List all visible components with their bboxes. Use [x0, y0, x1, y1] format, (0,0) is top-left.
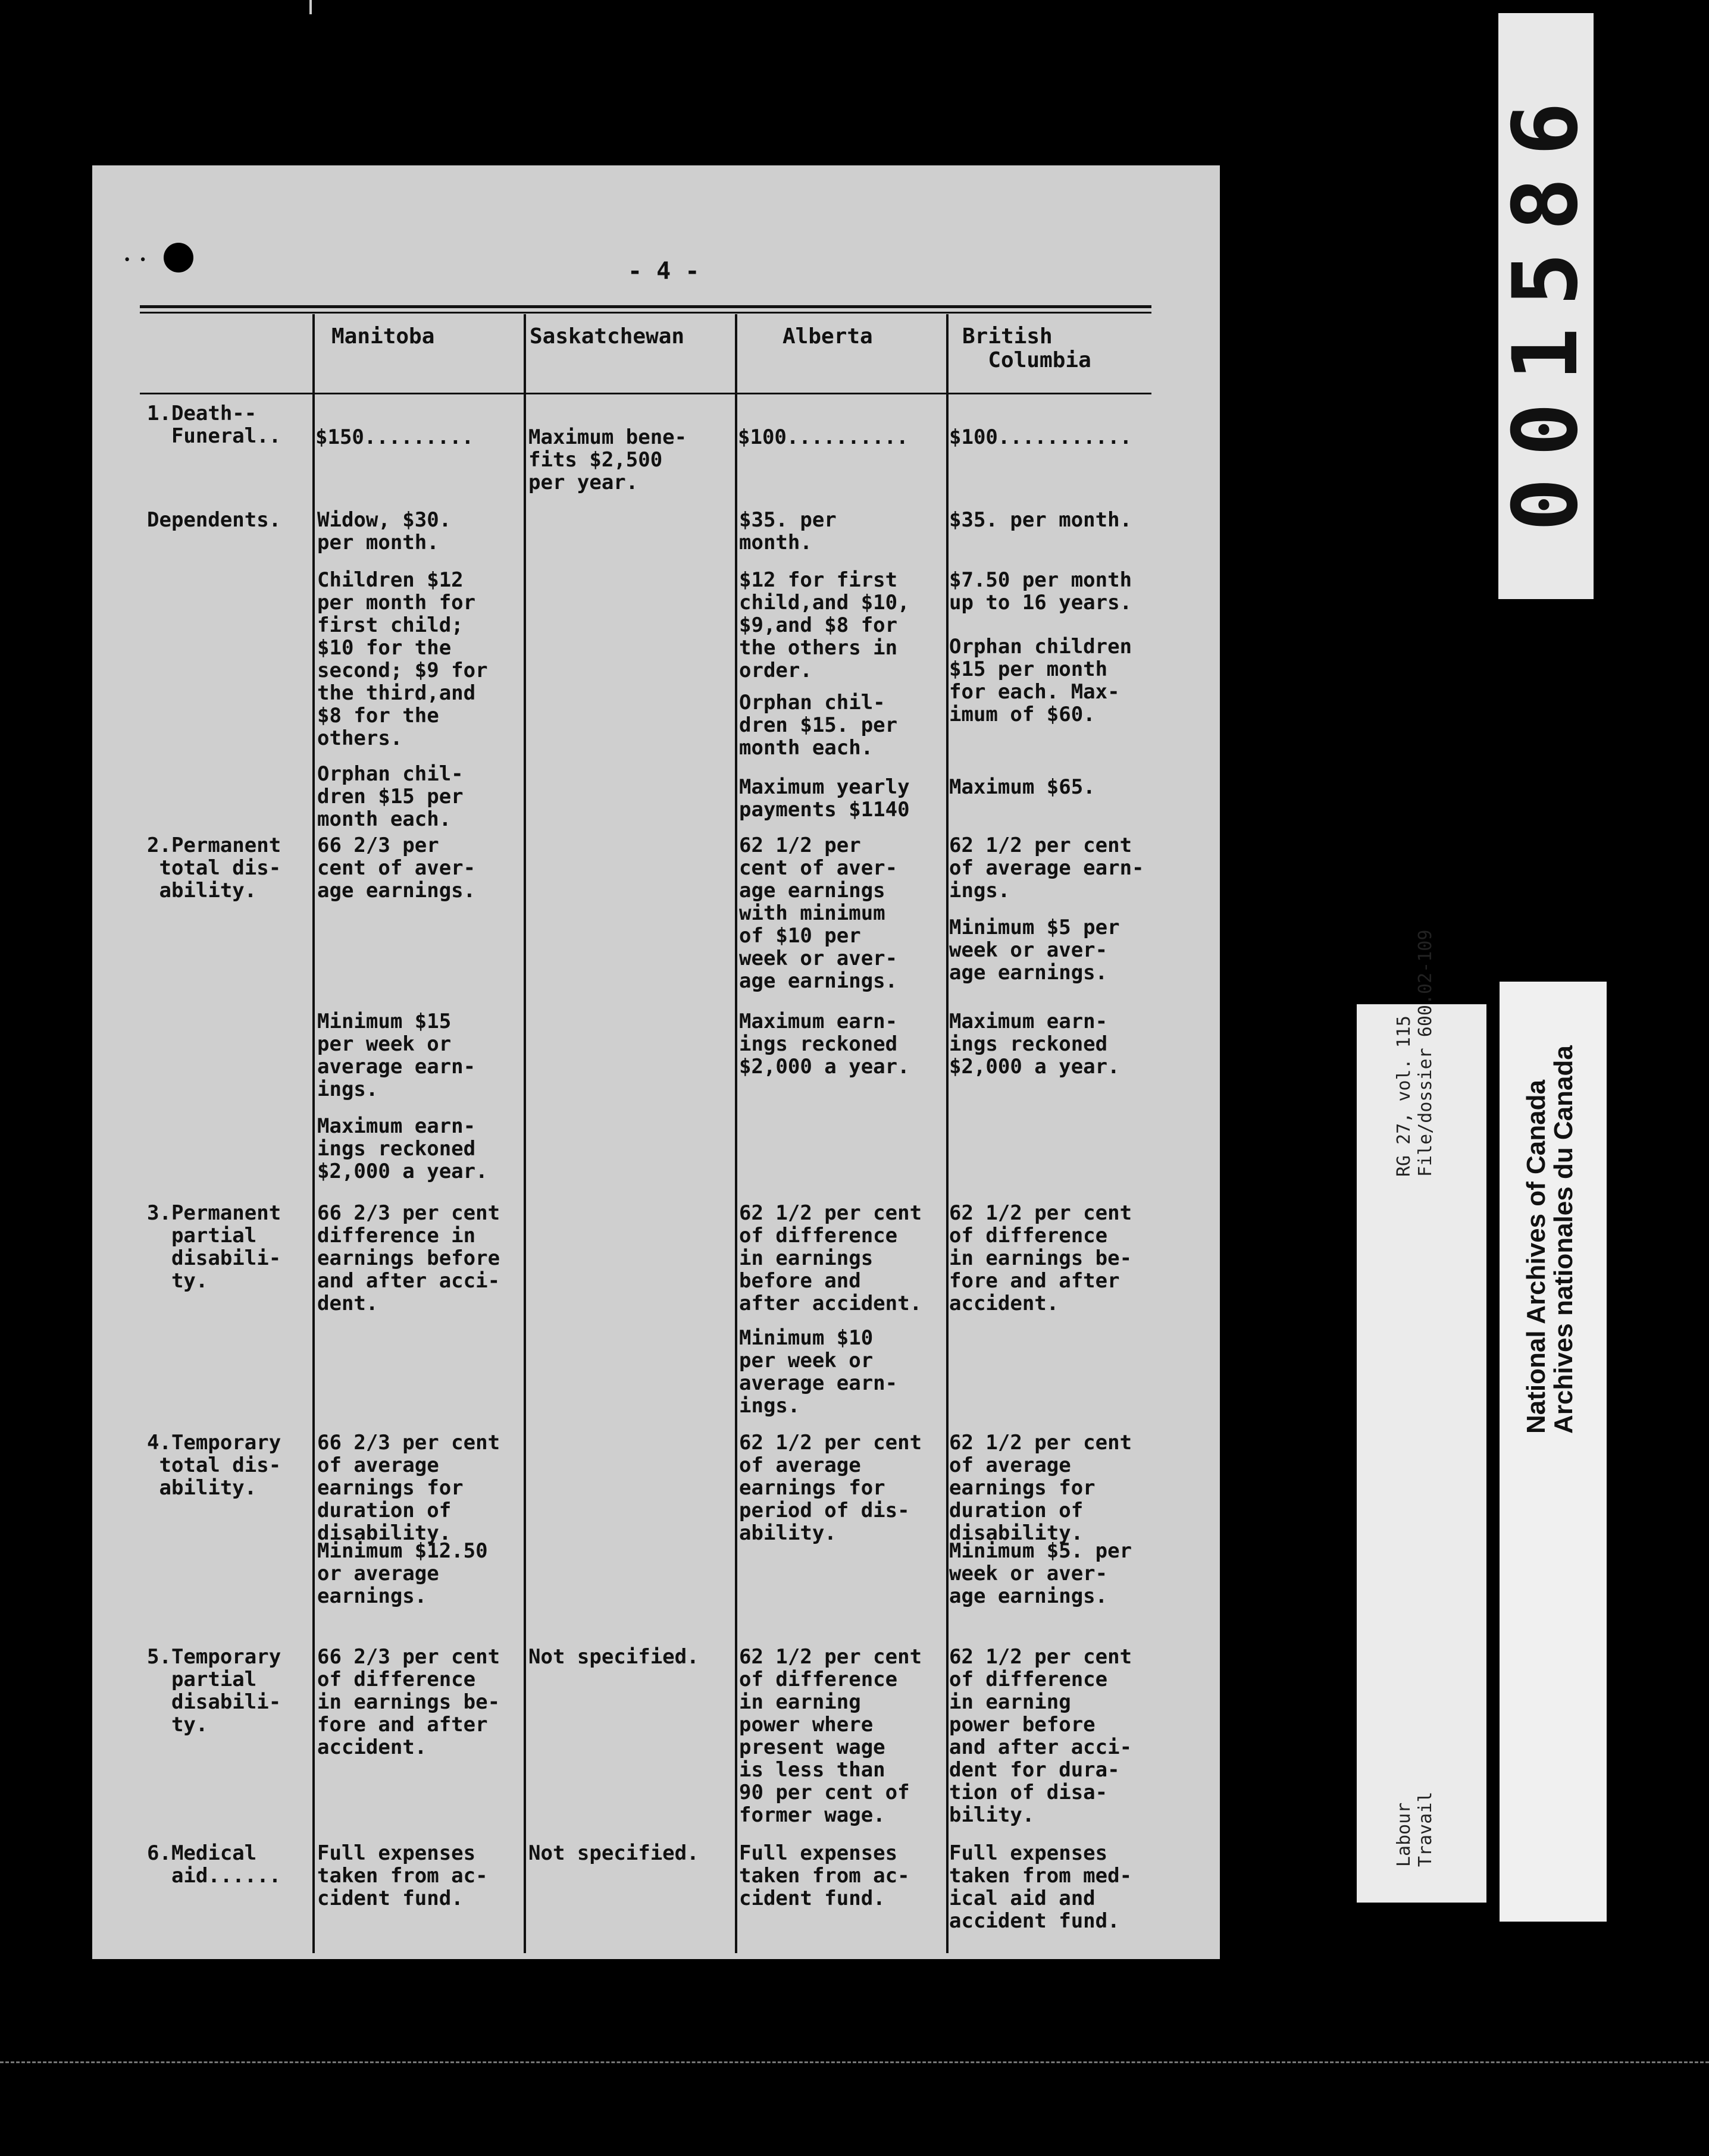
- cell-alberta: Full expenses taken from ac- cident fund.: [739, 1841, 910, 1910]
- archive-reference-label: [1357, 929, 1486, 1903]
- cell-manitoba: 66 2/3 per cent of difference in earnings be- fore and after accident.: [317, 1645, 500, 1759]
- cell-alberta: $35. per month.: [739, 508, 837, 554]
- cell-manitoba: Maximum earn- ings reckoned $2,000 a year.: [317, 1114, 488, 1183]
- cell-manitoba: Minimum $15 per week or average earn- ings.: [317, 1010, 476, 1101]
- cell-bc: $35. per month.: [949, 508, 1132, 532]
- cell-bc: 62 1/2 per cent of average earnings for duration of disability.: [949, 1431, 1132, 1545]
- cell-manitoba: 66 2/3 per cent of aver- age earnings.: [317, 833, 476, 902]
- header-rule: [140, 393, 1151, 394]
- header-saskatchewan: Saskatchewan: [530, 324, 685, 349]
- cell-bc: Maximum $65.: [949, 775, 1095, 799]
- cell-bc: $7.50 per month up to 16 years.: [949, 568, 1132, 615]
- cell-manitoba: Widow, $30. per month.: [317, 508, 452, 554]
- cell-bc: Minimum $5. per week or aver- age earnings.: [949, 1539, 1132, 1608]
- row-label-permanent-partial: 3.Permanent partial disabili- ty.: [147, 1201, 281, 1293]
- cell-manitoba: $150.........: [315, 425, 474, 449]
- archive-department-line: Travail: [1415, 1791, 1436, 1867]
- film-mark: [309, 0, 312, 14]
- cell-alberta: Maximum yearly payments $1140: [739, 775, 910, 822]
- cell-saskatchewan: Not specified.: [528, 1645, 699, 1669]
- row-label-temporary-total: 4.Temporary total dis- ability.: [147, 1431, 281, 1500]
- column-divider: [735, 314, 737, 1953]
- column-divider: [946, 314, 949, 1953]
- cell-alberta: 62 1/2 per cent of difference in earning power where present wage is less than 90 per cent of former wage.: [739, 1645, 922, 1827]
- row-label-medical-aid: 6.Medical aid......: [147, 1841, 281, 1888]
- row-label-dependents: Dependents.: [147, 508, 281, 532]
- cell-manitoba: Minimum $12.50 or average earnings.: [317, 1539, 488, 1608]
- row-label-permanent-total: 2.Permanent total dis- ability.: [147, 833, 281, 902]
- cell-alberta: 62 1/2 per cent of aver- age earnings with minimum of $10 per week or aver- age earnings.: [739, 833, 898, 993]
- punch-hole: [164, 243, 193, 272]
- archives-name-en: National Archives of Canada: [1522, 1080, 1551, 1434]
- archives-name-label: [1500, 982, 1607, 1922]
- archive-reference-line: RG 27, vol. 115: [1394, 1016, 1414, 1177]
- cell-bc: Minimum $5 per week or aver- age earnings.: [949, 916, 1120, 985]
- document-page: [92, 165, 1220, 1959]
- cell-alberta: $12 for first child,and $10, $9,and $8 for the others in order.: [739, 568, 910, 682]
- archives-name-fr: Archives nationales du Canada: [1549, 1045, 1578, 1434]
- header-alberta: Alberta: [782, 324, 873, 349]
- archive-department-line: Labour: [1394, 1802, 1414, 1867]
- cell-alberta: 62 1/2 per cent of average earnings for period of dis- ability.: [739, 1431, 922, 1545]
- cell-bc: 62 1/2 per cent of difference in earnings be- fore and after accident.: [949, 1201, 1132, 1315]
- row-label-temporary-partial: 5.Temporary partial disabili- ty.: [147, 1645, 281, 1737]
- punch-hole-dots: • •: [123, 253, 147, 268]
- frame-number-stamp: [1494, 13, 1598, 599]
- cell-bc: 62 1/2 per cent of difference in earning power before and after acci- dent for dura- tion of disa- bility.: [949, 1645, 1132, 1827]
- column-divider: [312, 314, 315, 1953]
- cell-bc: Orphan children $15 per month for each. Max- imum of $60.: [949, 635, 1132, 726]
- cell-alberta: Orphan chil- dren $15. per month each.: [739, 691, 898, 760]
- cell-manitoba: Full expenses taken from ac- cident fund.: [317, 1841, 488, 1910]
- cell-alberta: $100..........: [738, 425, 909, 449]
- page-number: - 4 -: [628, 258, 700, 285]
- row-label-death-funeral: 1.Death-- Funeral..: [147, 402, 281, 448]
- header-british-columbia: British Columbia: [962, 324, 1091, 372]
- cell-manitoba: 66 2/3 per cent difference in earnings before and after acci- dent.: [317, 1201, 500, 1315]
- frame-number: 001586: [1494, 80, 1598, 532]
- cell-alberta: 62 1/2 per cent of difference in earnings before and after accident.: [739, 1201, 922, 1315]
- cell-bc: $100...........: [949, 425, 1132, 449]
- archive-reference-line: File/dossier 600.02-109: [1415, 929, 1436, 1177]
- cell-bc: 62 1/2 per cent of average earn- ings.: [949, 833, 1144, 902]
- cell-saskatchewan: Not specified.: [528, 1841, 699, 1865]
- cell-manitoba: Orphan chil- dren $15 per month each.: [317, 762, 464, 831]
- cell-manitoba: Children $12 per month for first child; $10 for the second; $9 for the third,and $8 for the others.: [317, 568, 488, 750]
- cell-bc: Maximum earn- ings reckoned $2,000 a year.: [949, 1010, 1120, 1079]
- table-top-rule-2: [140, 312, 1151, 314]
- cell-manitoba: 66 2/3 per cent of average earnings for duration of disability.: [317, 1431, 500, 1545]
- table-top-rule: [140, 305, 1151, 308]
- cell-alberta: Maximum earn- ings reckoned $2,000 a year.: [739, 1010, 910, 1079]
- film-edge: [0, 2061, 1709, 2063]
- cell-saskatchewan: Maximum bene- fits $2,500 per year.: [528, 425, 687, 494]
- cell-bc: Full expenses taken from med- ical aid and accident fund.: [949, 1841, 1132, 1933]
- column-divider: [524, 314, 526, 1953]
- header-manitoba: Manitoba: [331, 324, 435, 349]
- cell-alberta: Minimum $10 per week or average earn- ings.: [739, 1326, 898, 1418]
